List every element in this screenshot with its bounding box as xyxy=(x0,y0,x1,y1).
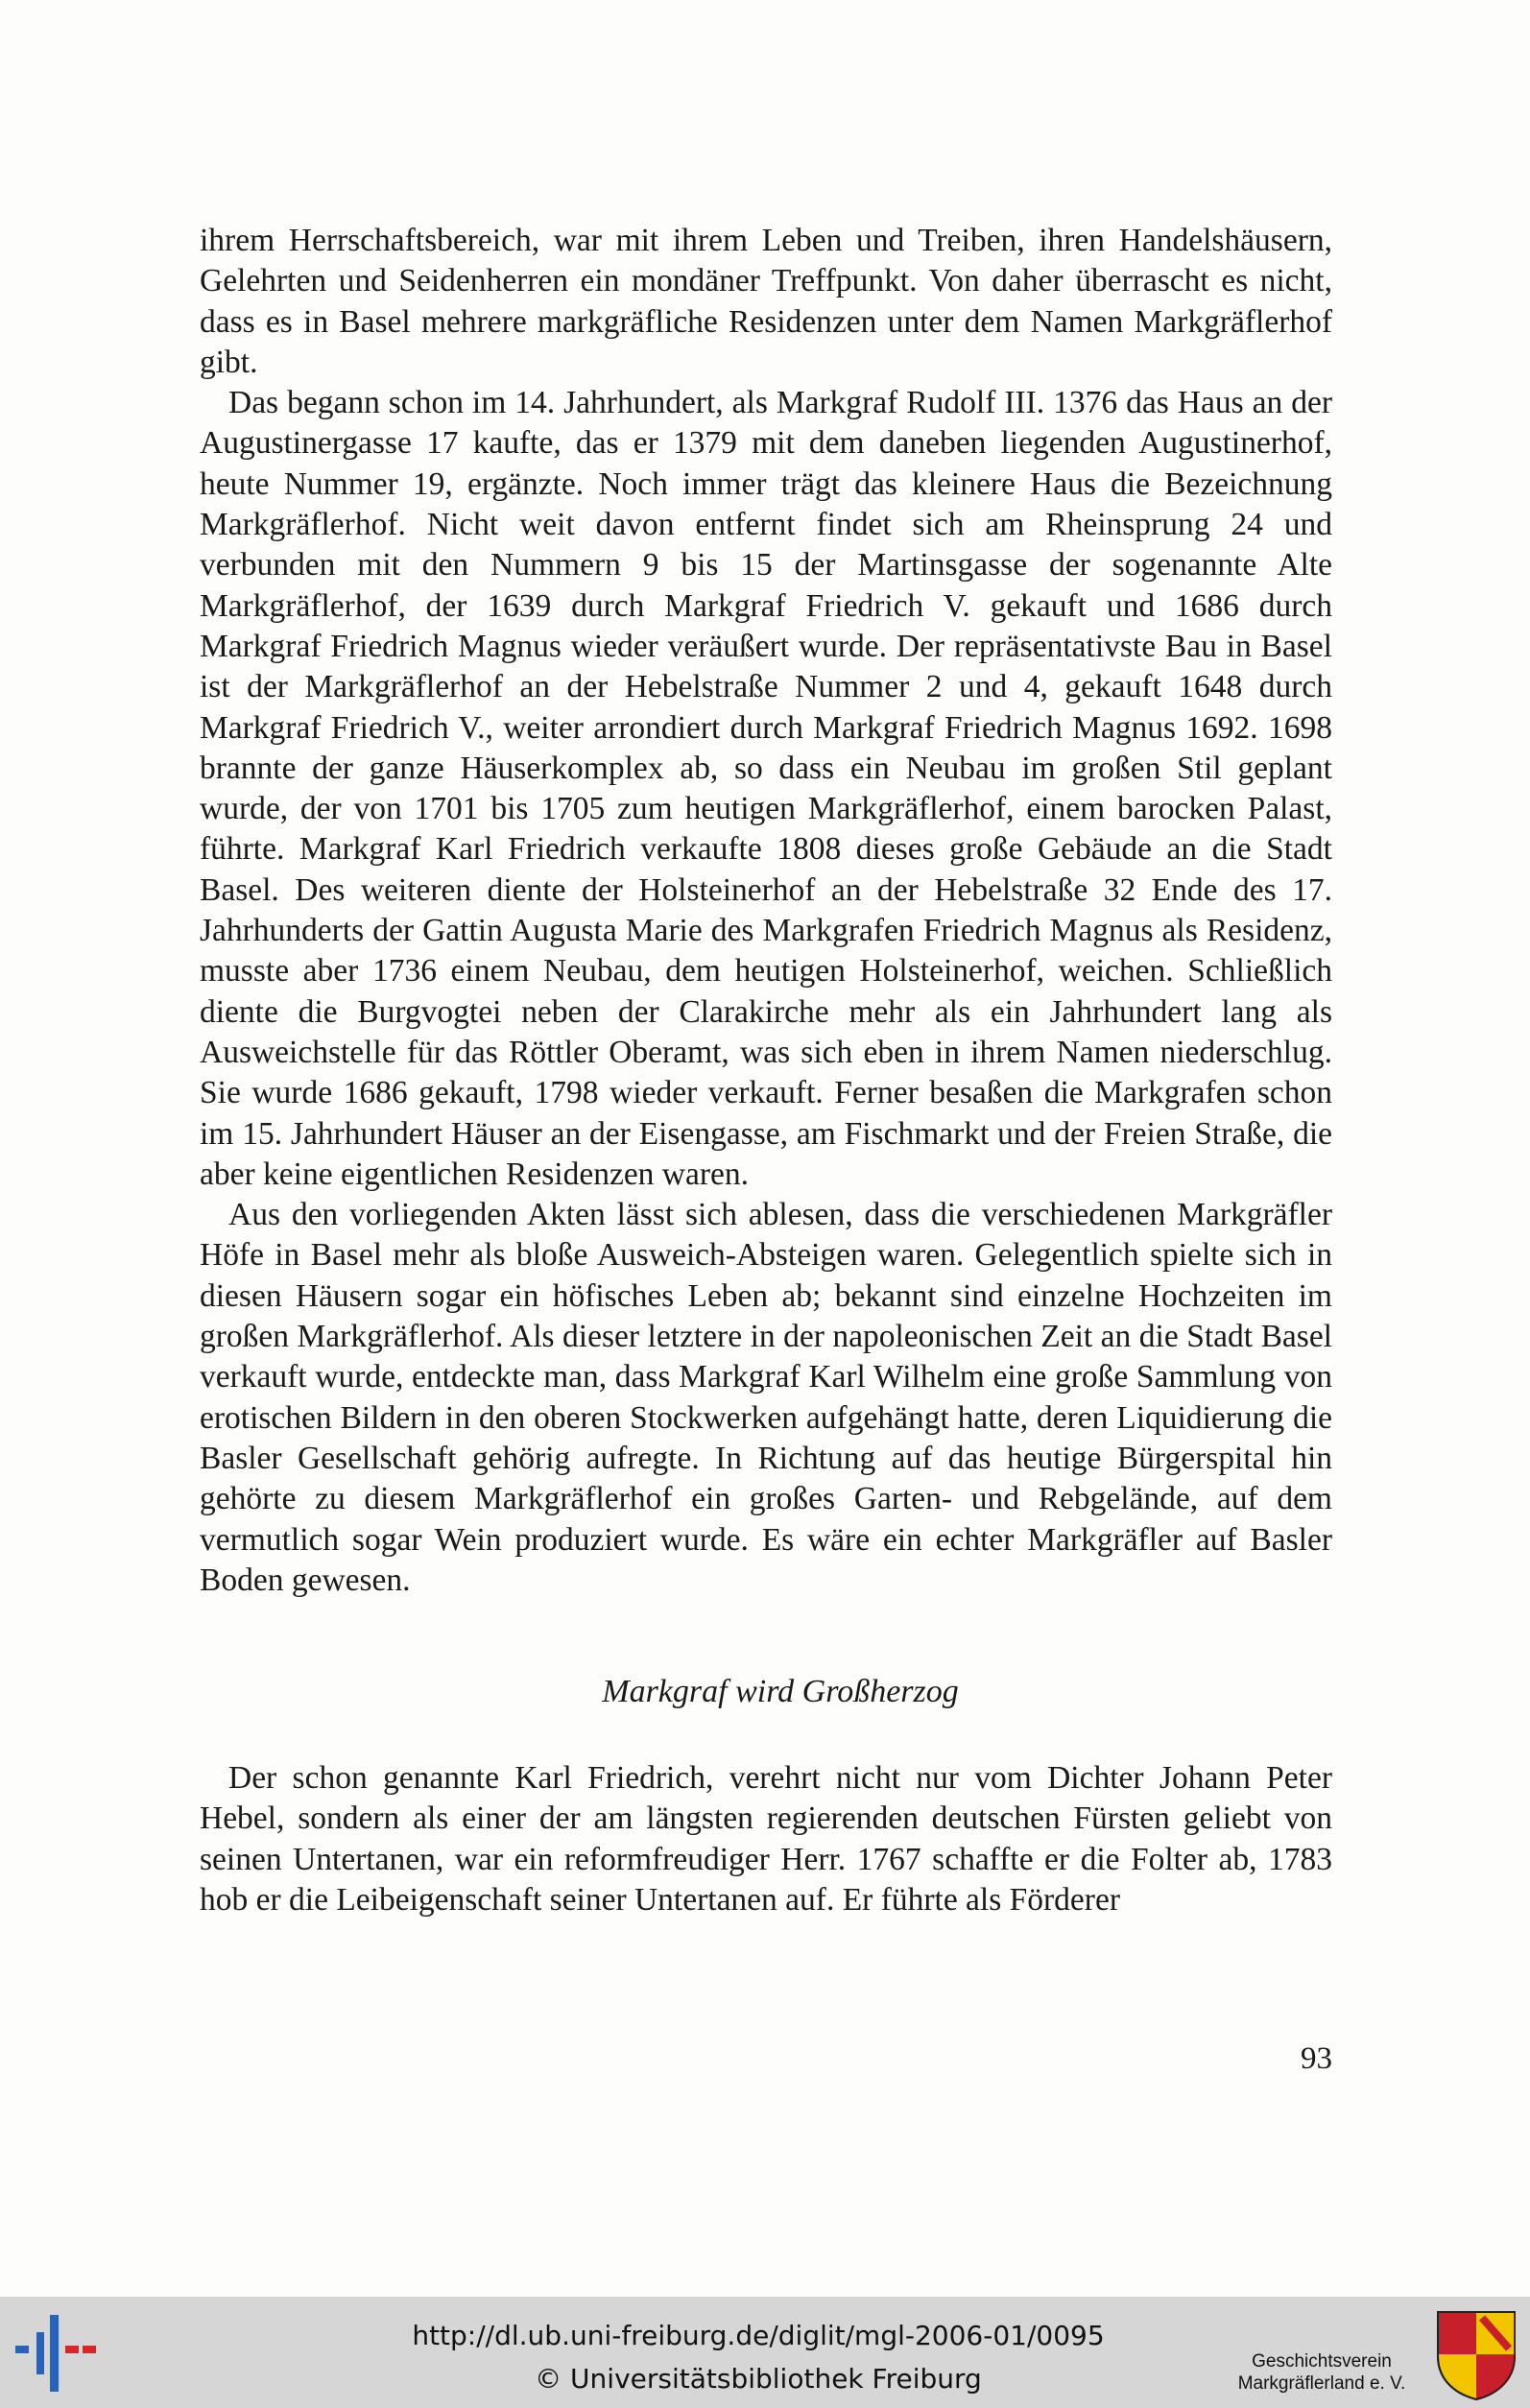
society-name xyxy=(1211,2350,1432,2395)
paragraph-2: Das begann schon im 14. Jahrhundert, als Markgraf Rudolf III. 1376 das Haus an der Augustinergasse 17 kaufte, das er 1379 mit dem daneben liegenden Augustinerhof, heute Nummer 19, ergänzte. Noch immer trägt das kleinere Haus die Bezeichnung Markgräflerhof. Nicht weit davon entfernt findet sich am Rheinsprung 24 und verbunden mit den Nummern 9 bis 15 der Martinsgasse der sogenannte Alte Markgräflerhof, der 1639 durch Markgraf Friedrich V. gekauft und 1686 durch Markgraf Friedrich Magnus wieder veräußert wurde. Der repräsentativste Bau in Basel ist der Markgräflerhof an der Hebelstraße Nummer 2 und 4, gekauft 1648 durch Markgraf Friedrich V., weiter arrondiert durch Markgraf Friedrich Magnus 1692. 1698 brannte der ganze Häuserkomplex ab, so dass ein Neubau im großen Stil geplant wurde, der von 1701 bis 1705 zum heutigen Markgräflerhof, einem barocken Palast, führte. Markgraf Karl Friedrich verkaufte 1808 dieses große Gebäude an die Stadt Basel. Des weiteren diente der Holsteinerhof an der Hebelstraße 32 Ende des 17. Jahrhunderts der Gattin Augusta Marie des Markgrafen Friedrich Magnus als Residenz, musste aber 1736 einem Neubau, dem heutigen Holsteinerhof, weichen. Schließlich diente die Burgvogtei neben der Clarakirche mehr als ein Jahrhundert lang als Ausweichstelle für das Röttler Oberamt, was sich eben in ihrem Namen niederschlug. Sie wurde 1686 gekauft, 1798 wieder verkauft. Ferner besaßen die Markgrafen schon im 15. Jahrhundert Häuser an der Eisengasse, am Fischmarkt und der Freien Straße, die aber keine eigentlichen Residenzen waren. xyxy=(200,385,1332,1192)
paragraph-3: Aus den vorliegenden Akten lässt sich ablesen, dass die verschiedenen Markgräfler Höfe in Basel mehr als bloße Ausweich-Absteigen waren. Gelegentlich spielte sich in diesen Häusern sogar ein höfisches Leben ab; bekannt sind einzelne Hochzeiten im großen Markgräflerhof. Als dieser letztere in der napoleonischen Zeit an die Stadt Basel verkauft wurde, entdeckte man, dass Markgraf Karl Wilhelm eine große Sammlung von erotischen Bildern in den oberen Stockwerken aufgehängt hatte, deren Liquidierung die Basler Gesellschaft gehörig aufregte. In Richtung auf das heutige Bürgerspital hin gehörte zu diesem Markgräflerhof ein großes Garten- und Rebgelände, auf dem vermutlich sogar Wein produziert wurde. Es wäre ein echter Markgräfler auf Basler Boden gewesen. xyxy=(200,1197,1332,1598)
society-line-2: Markgräflerland e. V. xyxy=(1237,2373,1406,2394)
section-heading: Markgraf wird Großherzog xyxy=(602,1674,959,1710)
coat-of-arms-icon[interactable] xyxy=(1432,2306,1520,2402)
source-url-link[interactable]: http://dl.ub.uni-freiburg.de/diglit/mgl-2006-01/0095 xyxy=(412,2320,1105,2351)
page-number: 93 xyxy=(1301,2041,1332,2076)
society-line-1: Geschichtsverein xyxy=(1252,2351,1392,2372)
paragraph-1: ihrem Herrschaftsbereich, war mit ihrem Leben und Treiben, ihren Handelshäusern, Gelehrten und Seidenherren ein mondäner Treffpunkt. Von daher überrascht es nicht, dass es in Basel mehrere markgräfliche Residenzen unter dem Namen Markgräflerhof gibt. xyxy=(200,223,1332,380)
paragraph-4: Der schon genannte Karl Friedrich, verehrt nicht nur vom Dichter Johann Peter Hebel, sondern als einer der am längsten regierenden deutschen Fürsten geliebt von seinen Untertanen, war ein reformfreudiger Herr. 1767 schaffte er die Folter ab, 1783 hob er die Leibeigenschaft seiner Untertanen auf. Er führte als Förderer xyxy=(200,1760,1332,1918)
ub-freiburg-logo-icon[interactable] xyxy=(12,2307,100,2399)
body-text xyxy=(200,221,1332,1920)
copyright-text: © Universitätsbibliothek Freiburg xyxy=(535,2363,982,2395)
